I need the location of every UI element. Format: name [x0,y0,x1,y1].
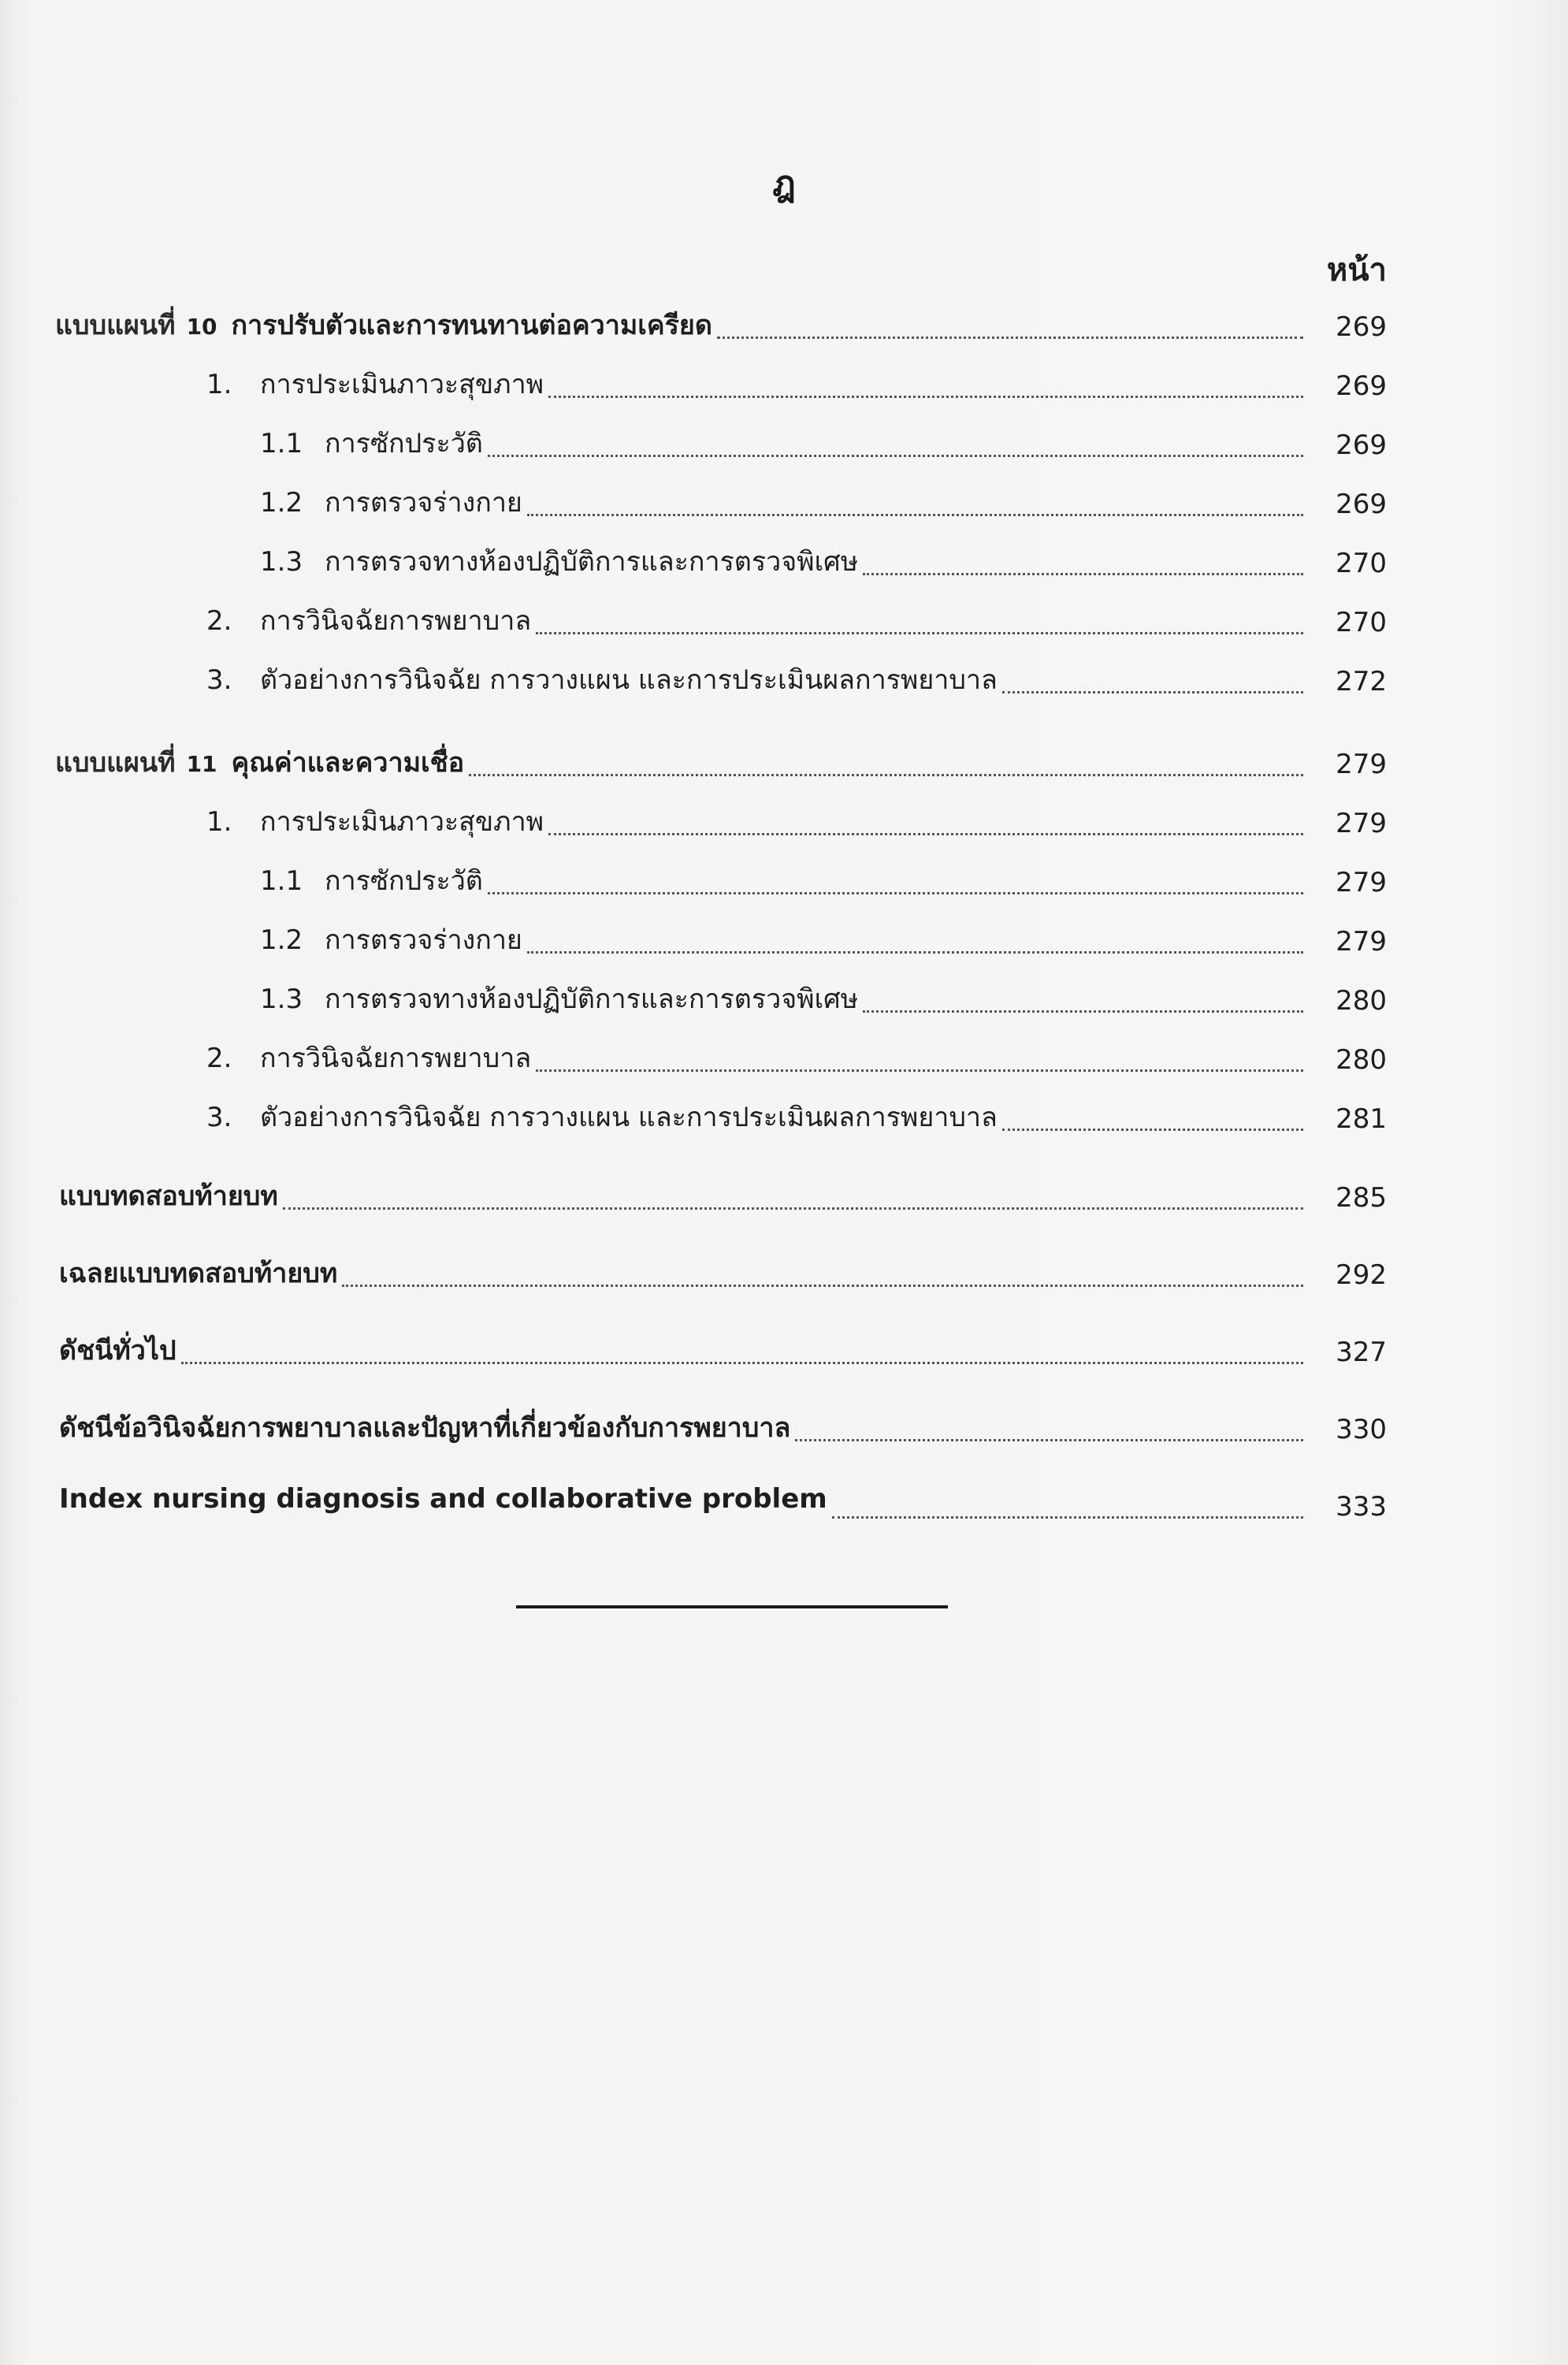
toc-entry-english-index[interactable] [0,1483,1568,1530]
dot-leader [181,1361,1303,1364]
toc-title: การวินิจฉัยการพยาบาล [260,605,532,637]
section-number: 1.3 [260,984,303,1015]
page-letter: ฎ [772,164,796,204]
toc-title: ตัวอย่างการวินิจฉัย การวางแผน และการประเมินผลการพยาบาล [260,1102,998,1133]
page-number: 327 [1336,1337,1387,1368]
page-number: 292 [1336,1259,1387,1291]
dot-leader [488,454,1303,457]
toc-title: คุณค่าและความเชื่อ [231,747,465,779]
page-number: 269 [1336,370,1387,402]
toc-title: การประเมินภาวะสุขภาพ [260,806,544,838]
toc-entry[interactable] [0,1036,1568,1084]
section-number: 3. [206,1102,232,1133]
page-number: 269 [1336,311,1387,343]
toc-title: การตรวจร่างกาย [325,487,522,519]
section-number: 2. [206,605,232,637]
dot-leader [536,631,1303,634]
page-number: 279 [1336,749,1387,780]
toc-title: การตรวจทางห้องปฏิบัติการและการตรวจพิเศษ [325,984,859,1015]
toc-title: Index nursing diagnosis and collaborative problem [59,1483,827,1515]
toc-entry[interactable] [0,599,1568,646]
dot-leader [548,832,1303,835]
toc-entry[interactable] [0,918,1568,965]
page-number: 280 [1336,1044,1387,1076]
toc-title: การตรวจทางห้องปฏิบัติการและการตรวจพิเศษ [325,546,859,578]
toc-entry-chapter-11[interactable] [0,741,1568,788]
section-number: 3. [206,664,232,696]
section-number: 1.2 [260,924,303,956]
dot-leader [536,1069,1303,1072]
toc-title: การซักประวัติ [325,428,483,459]
toc-title: ดัชนีข้อวินิจฉัยการพยาบาลและปัญหาที่เกี่ยวข้องกับการพยาบาล [59,1412,791,1444]
section-number: 1. [206,369,232,400]
page-number: 270 [1336,607,1387,638]
toc-entry[interactable] [0,422,1568,469]
page-number: 281 [1336,1103,1387,1135]
closing-rule [516,1605,948,1608]
toc-entry-answer-key[interactable] [0,1251,1568,1299]
toc-entry[interactable] [0,363,1568,410]
dot-leader [863,572,1303,575]
section-number: 1. [206,806,232,838]
page-number: 280 [1336,985,1387,1017]
dot-leader [717,336,1303,339]
page-number: 279 [1336,808,1387,839]
toc-entry-chapter-10[interactable] [0,303,1568,351]
page-number: 269 [1336,429,1387,461]
toc-title: การปรับตัวและการทนทานต่อความเครียด [231,310,712,341]
dot-leader [795,1438,1303,1441]
page-number: 269 [1336,489,1387,520]
dot-leader [469,773,1303,776]
section-number: 2. [206,1043,232,1074]
toc-title: การซักประวัติ [325,865,483,897]
toc-entry[interactable] [0,859,1568,906]
toc-entry[interactable] [0,977,1568,1024]
toc-title: การประเมินภาวะสุขภาพ [260,369,544,400]
section-number: 1.2 [260,487,303,519]
section-number: 1.3 [260,546,303,578]
section-number: 1.1 [260,865,303,897]
toc-title: ดัชนีทั่วไป [59,1335,176,1367]
toc-title: แบบทดสอบท้ายบท [59,1181,278,1212]
chapter-number: 10 [186,314,217,340]
page-number: 330 [1336,1414,1387,1445]
dot-leader [488,891,1303,894]
chapter-number: 11 [186,751,217,777]
dot-leader [832,1515,1303,1519]
toc-title: การตรวจร่างกาย [325,924,522,956]
toc-title: ตัวอย่างการวินิจฉัย การวางแผน และการประเมินผลการพยาบาล [260,664,998,696]
chapter-prefix: แบบแผนที่ [55,747,176,779]
toc-entry[interactable] [0,540,1568,587]
page-number: 333 [1336,1491,1387,1523]
page-number: 285 [1336,1182,1387,1214]
toc-entry[interactable] [0,658,1568,705]
toc-entry-diagnosis-index[interactable] [0,1406,1568,1453]
dot-leader [527,513,1303,516]
toc-entry[interactable] [0,800,1568,847]
dot-leader [342,1284,1303,1287]
page-number: 279 [1336,867,1387,898]
toc-entry-end-test[interactable] [0,1174,1568,1222]
toc-title: การวินิจฉัยการพยาบาล [260,1043,532,1074]
dot-leader [863,1010,1303,1013]
dot-leader [548,395,1303,398]
page-number: 279 [1336,926,1387,958]
toc-entry[interactable] [0,481,1568,528]
dot-leader [283,1207,1303,1210]
page-number: 272 [1336,666,1387,697]
page-column-header: หน้า [1326,252,1387,288]
toc-title: เฉลยแบบทดสอบท้ายบท [59,1258,338,1289]
page-number: 270 [1336,548,1387,579]
dot-leader [1002,1128,1303,1131]
section-number: 1.1 [260,428,303,459]
dot-leader [527,950,1303,954]
toc-entry-general-index[interactable] [0,1329,1568,1376]
dot-leader [1002,690,1303,694]
chapter-prefix: แบบแผนที่ [55,310,176,341]
toc-entry[interactable] [0,1095,1568,1143]
